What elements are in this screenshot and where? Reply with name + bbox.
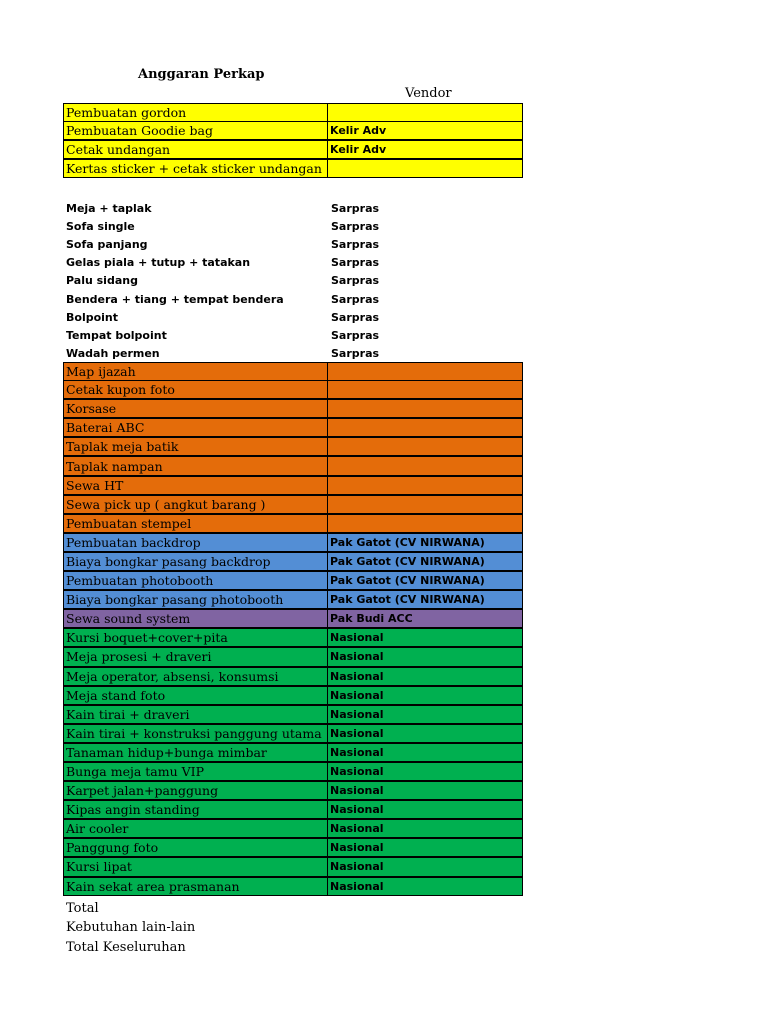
table-row	[64, 610, 523, 629]
vendor-cell[interactable]: Nasional	[327, 819, 523, 838]
item-cell[interactable]: Kursi lipat	[63, 857, 328, 876]
item-cell[interactable]: Kertas sticker + cetak sticker undangan	[63, 159, 328, 178]
vendor-cell[interactable]: Kelir Adv	[327, 121, 523, 140]
table-row	[64, 141, 523, 160]
vendor-cell[interactable]: Pak Gatot (CV NIRWANA)	[327, 571, 523, 590]
vendor-cell[interactable]: Pak Budi ACC	[327, 609, 523, 628]
vendor-cell[interactable]: Sarpras	[331, 347, 380, 361]
vendor-cell[interactable]: Nasional	[327, 857, 523, 876]
item-cell[interactable]: Taplak nampan	[63, 456, 328, 475]
table-row	[64, 217, 525, 235]
item-cell[interactable]: Tempat bolpoint	[66, 328, 167, 342]
total-label: Total	[66, 901, 99, 916]
table-row	[64, 801, 523, 820]
table-row	[64, 496, 523, 515]
vendor-cell[interactable]	[327, 159, 523, 178]
item-cell[interactable]: Meja prosesi + draveri	[63, 647, 328, 666]
colored-section	[64, 362, 523, 897]
footer-totals	[66, 899, 195, 957]
vendor-cell[interactable]: Pak Gatot (CV NIRWANA)	[327, 552, 523, 571]
item-cell[interactable]: Korsase	[63, 399, 328, 418]
grand-total-label: Total Keseluruhan	[66, 939, 186, 955]
item-cell[interactable]: Sofa single	[66, 219, 135, 233]
vendor-cell[interactable]: Nasional	[327, 724, 523, 743]
table-row	[64, 572, 523, 591]
table-row	[64, 744, 523, 763]
vendor-cell[interactable]	[327, 514, 523, 533]
item-cell[interactable]: Pembuatan backdrop	[63, 533, 328, 552]
sheet-title: Anggaran Perkap	[138, 67, 265, 82]
table-row	[64, 290, 525, 308]
vendor-cell[interactable]	[327, 495, 523, 514]
table-row	[64, 687, 523, 706]
item-cell[interactable]: Sewa pick up ( angkut barang )	[63, 495, 328, 514]
table-row	[64, 272, 525, 290]
item-cell[interactable]: Air cooler	[63, 819, 328, 838]
table-row	[64, 199, 525, 217]
item-cell[interactable]: Palu sidang	[66, 274, 138, 288]
table-row	[64, 515, 523, 534]
table-row	[64, 381, 523, 400]
vendor-cell[interactable]: Nasional	[327, 762, 523, 781]
table-row	[64, 591, 523, 610]
table-row	[64, 160, 523, 179]
item-cell[interactable]: Cetak undangan	[63, 140, 328, 159]
vendor-cell[interactable]: Nasional	[327, 838, 523, 857]
item-cell[interactable]: Cetak kupon foto	[63, 380, 328, 399]
table-row	[64, 725, 523, 744]
item-cell[interactable]: Meja + taplak	[66, 201, 152, 215]
table-row	[64, 326, 525, 344]
item-cell[interactable]: Bunga meja tamu VIP	[63, 762, 328, 781]
vendor-cell[interactable]: Nasional	[327, 686, 523, 705]
vendor-cell[interactable]: Sarpras	[331, 256, 380, 270]
table-row	[64, 878, 523, 897]
item-cell[interactable]: Pembuatan stempel	[63, 514, 328, 533]
vendor-cell[interactable]	[327, 418, 523, 437]
item-cell[interactable]: Sofa panjang	[66, 237, 148, 251]
vendor-cell[interactable]: Pak Gatot (CV NIRWANA)	[327, 533, 523, 552]
vendor-cell[interactable]: Nasional	[327, 800, 523, 819]
item-cell[interactable]: Gelas piala + tutup + tatakan	[66, 256, 251, 270]
table-row	[64, 362, 523, 381]
vendor-cell[interactable]: Nasional	[327, 667, 523, 686]
item-cell[interactable]: Bendera + tiang + tempat bendera	[66, 292, 284, 306]
item-cell[interactable]: Pembuatan photobooth	[63, 571, 328, 590]
table-row	[64, 122, 523, 141]
item-cell[interactable]: Bolpoint	[66, 310, 119, 324]
table-row	[64, 103, 523, 122]
vendor-cell[interactable]	[327, 380, 523, 399]
plain-section	[64, 199, 525, 363]
vendor-cell[interactable]: Nasional	[327, 647, 523, 666]
table-row	[64, 820, 523, 839]
table-row	[64, 706, 523, 725]
item-cell[interactable]: Pembuatan gordon	[63, 103, 328, 122]
vendor-cell[interactable]: Sarpras	[331, 237, 380, 251]
table-row	[64, 419, 523, 438]
item-cell[interactable]: Kain sekat area prasmanan	[63, 877, 328, 896]
table-row	[64, 235, 525, 253]
item-cell[interactable]: Map ijazah	[63, 362, 328, 381]
item-cell[interactable]: Biaya bongkar pasang backdrop	[63, 552, 328, 571]
item-cell[interactable]: Sewa sound system	[63, 609, 328, 628]
table-row	[64, 345, 525, 363]
item-cell[interactable]: Tanaman hidup+bunga mimbar	[63, 743, 328, 762]
vendor-cell[interactable]	[327, 103, 523, 122]
vendor-cell[interactable]: Sarpras	[331, 219, 380, 233]
vendor-cell[interactable]: Pak Gatot (CV NIRWANA)	[327, 590, 523, 609]
other-needs-label: Kebutuhan lain-lain	[66, 920, 196, 936]
table-row	[64, 858, 523, 877]
table-row	[64, 668, 523, 687]
table-row	[64, 457, 523, 476]
item-cell[interactable]: Meja operator, absensi, konsumsi	[63, 667, 328, 686]
vendor-cell[interactable]	[327, 399, 523, 418]
yellow-section	[64, 103, 523, 179]
vendor-cell[interactable]: Sarpras	[331, 274, 380, 288]
item-cell[interactable]: Kain tirai + konstruksi panggung utama	[63, 724, 328, 743]
table-row	[64, 629, 523, 648]
vendor-cell[interactable]: Sarpras	[331, 292, 380, 306]
item-cell[interactable]: Panggung foto	[63, 838, 328, 857]
table-row	[64, 254, 525, 272]
vendor-cell[interactable]: Nasional	[327, 877, 523, 896]
vendor-column-header: Vendor	[405, 86, 452, 101]
item-cell[interactable]: Kipas angin standing	[63, 800, 328, 819]
item-cell[interactable]: Pembuatan Goodie bag	[63, 121, 328, 140]
table-row	[64, 782, 523, 801]
vendor-cell[interactable]: Kelir Adv	[327, 140, 523, 159]
vendor-cell[interactable]: Nasional	[327, 781, 523, 800]
vendor-cell[interactable]: Nasional	[327, 628, 523, 647]
item-cell[interactable]: Taplak meja batik	[63, 437, 328, 456]
vendor-cell[interactable]: Nasional	[327, 705, 523, 724]
vendor-cell[interactable]	[327, 362, 523, 381]
table-row	[64, 308, 525, 326]
table-row	[64, 553, 523, 572]
vendor-cell[interactable]: Sarpras	[331, 201, 380, 215]
item-cell[interactable]: Meja stand foto	[63, 686, 328, 705]
vendor-cell[interactable]: Sarpras	[331, 328, 380, 342]
item-cell[interactable]: Baterai ABC	[63, 418, 328, 437]
table-row	[64, 477, 523, 496]
vendor-cell[interactable]: Sarpras	[331, 310, 380, 324]
table-row	[64, 839, 523, 858]
item-cell[interactable]: Karpet jalan+panggung	[63, 781, 328, 800]
vendor-cell[interactable]	[327, 476, 523, 495]
table-row	[64, 648, 523, 667]
item-cell[interactable]: Biaya bongkar pasang photobooth	[63, 590, 328, 609]
item-cell[interactable]: Sewa HT	[63, 476, 328, 495]
table-row	[64, 534, 523, 553]
item-cell[interactable]: Wadah permen	[66, 347, 160, 361]
vendor-cell[interactable]	[327, 437, 523, 456]
item-cell[interactable]: Kain tirai + draveri	[63, 705, 328, 724]
vendor-cell[interactable]: Nasional	[327, 743, 523, 762]
vendor-cell[interactable]	[327, 456, 523, 475]
table-row	[64, 438, 523, 457]
table-row	[64, 400, 523, 419]
item-cell[interactable]: Kursi boquet+cover+pita	[63, 628, 328, 647]
table-row	[64, 763, 523, 782]
